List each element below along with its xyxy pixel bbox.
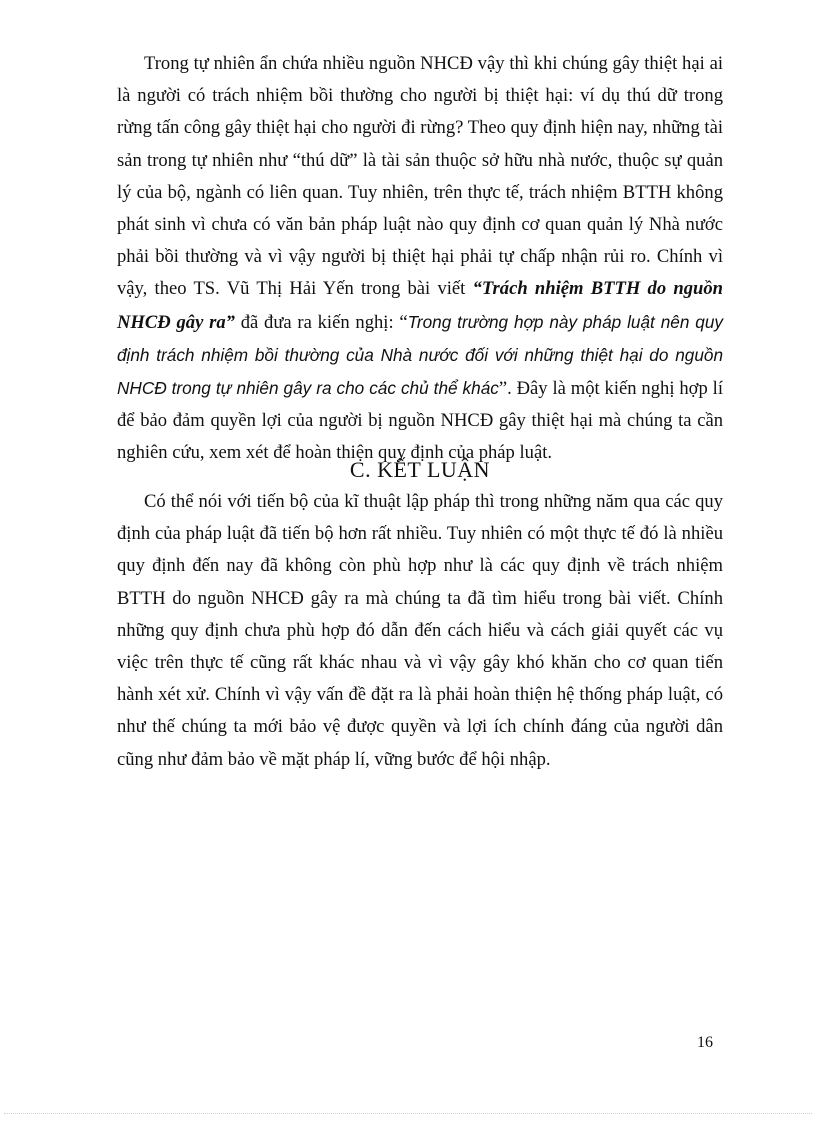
paragraph-natural-hazard-liability bbox=[117, 48, 723, 470]
quoted-recommendation: Trong trường hợp này pháp luật nên quy định trách nhiệm bồi thường của Nhà nước đối với những thiệt hại do nguồn NHCĐ trong tự nhiên gây ra cho các chủ thể khác bbox=[117, 311, 723, 399]
paragraph-text-closing: ”. Đây là một kiến nghị hợp lí để bảo đảm quyền lợi của người bị nguồn NHCĐ gây thiệt hại mà chúng ta cần nghiên cứu, xem xét để hoàn thiện quy định của pháp luật. bbox=[117, 378, 723, 464]
paragraph-text-middle: đã đưa ra kiến nghị: “ bbox=[234, 311, 408, 333]
paragraph-conclusion: Có thể nói với tiến bộ của kĩ thuật lập pháp thì trong những năm qua các quy định của pháp luật đã tiến bộ hơn rất nhiều. Tuy nhiên có một thực tế đó là nhiều quy định đến nay đã không còn phù hợp như là các quy định về trách nhiệm BTTH do nguồn NHCĐ gây ra mà chúng ta đã tìm hiểu trong bài viết. Chính những quy định chưa phù hợp đó dẫn đến cách hiểu và cách giải quyết các vụ việc trên thực tế cũng rất khác nhau và vì vậy gây khó khăn cho cơ quan tiến hành xét xử. Chính vì vậy vấn đề đặt ra là phải hoàn thiện hệ thống pháp luật, có như thế chúng ta mới bảo vệ được quyền và lợi ích chính đáng của người dân cũng như đảm bảo về mặt pháp lí, vững bước để hội nhập. bbox=[117, 491, 723, 770]
paragraph-text-intro: Trong tự nhiên ẩn chứa nhiều nguồn NHCĐ vậy thì khi chúng gây thiệt hại ai là người có trách nhiệm bồi thường cho người bị thiệt hại: ví dụ thú dữ trong rừng tấn công gây thiệt hại cho người đi rừng? Theo quy định hiện nay, những tài sản trong tự nhiên như “thú dữ” là tài sản thuộc sở hữu nhà nước, thuộc sự quản lý của bộ, ngành có liên quan. Tuy nhiên, trên thực tế, trách nhiệm BTTH không phát sinh vì chưa có văn bản pháp luật nào quy định cơ quan quản lý Nhà nước phải bồi thường và vì vậy người bị thiệt hại phải tự chấp nhận rủi ro. Chính vì vậy, theo TS. Vũ Thị Hải Yến trong bài viết bbox=[117, 53, 723, 300]
article-title: “Trách nhiệm BTTH do nguồn NHCĐ gây ra” bbox=[117, 278, 723, 333]
section-heading-conclusion: C. KẾT LUẬN bbox=[349, 457, 491, 482]
page-bottom-border bbox=[4, 1113, 812, 1114]
page-number: 16 bbox=[697, 1034, 713, 1051]
